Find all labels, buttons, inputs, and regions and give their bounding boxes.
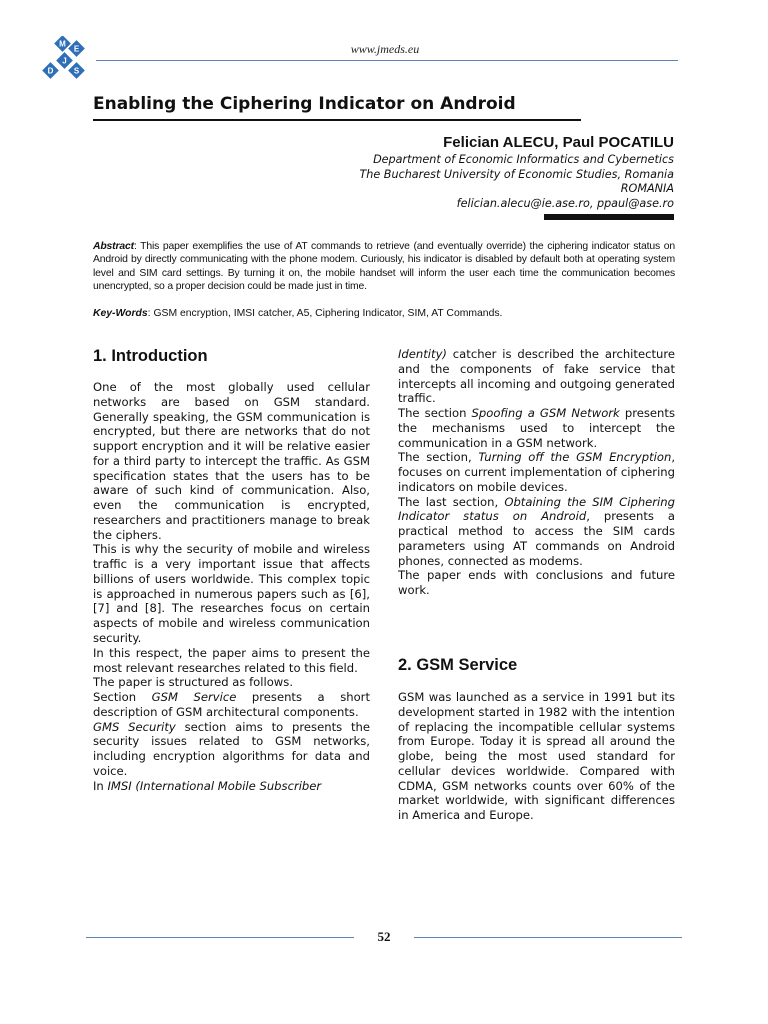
text-run: The last section, <box>398 494 505 509</box>
paper-title: Enabling the Ciphering Indicator on Android <box>93 94 516 114</box>
right-column <box>398 347 675 598</box>
intro-paragraph <box>398 495 675 569</box>
text-run: , focuses on current implementation of ciphering indicators on mobile devices. <box>398 450 675 494</box>
text-run: catcher is described the architecture and the components of fake service that intercepts all incoming and outgoing generated traffic. <box>398 347 675 406</box>
affiliation-department: Department of Economic Informatics and Cybernetics <box>373 153 674 166</box>
section-heading-introduction: 1. Introduction <box>93 347 208 365</box>
logo-letter-e: E <box>73 44 80 54</box>
title-underline <box>93 119 581 121</box>
paper-authors: Felician ALECU, Paul POCATILU <box>443 134 674 151</box>
intro-paragraph <box>398 406 675 450</box>
section-reference: Turning off the GSM Encryption <box>478 450 672 465</box>
text-run: In <box>93 778 108 793</box>
gsm-paragraph: GSM was launched as a service in 1991 but its development started in 1982 with the intention of replacing the incompatible cellular systems from Europe. Today it is spread all around the globe, being the most used standard for cellular devices worldwide. Compared with CDMA, GSM networks counts over 60% of the market worldwide, with significant differences in America and Europe. <box>398 690 675 823</box>
abstract <box>93 240 675 294</box>
logo-letter-s: S <box>73 66 80 76</box>
decorative-bar <box>544 214 674 220</box>
logo-letter-j: J <box>62 56 67 66</box>
intro-paragraph <box>398 347 675 406</box>
text-run: The section <box>398 406 472 421</box>
section-reference: Spoofing a GSM Network <box>471 406 620 421</box>
page-number: 52 <box>377 929 391 944</box>
text-run: , presents a practical method to access the SIM cards parameters using AT commands on Android phones, connected as modems. <box>398 509 675 568</box>
abstract-label: Abstract <box>93 241 134 252</box>
left-column <box>93 380 370 793</box>
section-heading-gsm-service: 2. GSM Service <box>398 656 518 674</box>
section-reference: Obtaining the SIM Ciphering Indicator status on Android <box>398 494 675 524</box>
intro-paragraph <box>398 450 675 494</box>
intro-paragraph: The paper ends with conclusions and future work. <box>398 568 675 598</box>
journal-logo <box>38 36 98 86</box>
affiliation-country: ROMANIA <box>620 182 674 195</box>
logo-letter-d: D <box>47 66 54 76</box>
site-url[interactable]: www.jmeds.eu <box>350 42 420 56</box>
keywords-label: Key-Words <box>93 308 148 319</box>
text-run: The section, <box>398 450 479 465</box>
intro-paragraph <box>93 690 370 720</box>
affiliation-university: The Bucharest University of Economic Studies, Romania <box>359 168 674 181</box>
keywords <box>93 307 675 320</box>
section-reference: Identity) <box>398 347 447 361</box>
gsm-service-column <box>398 690 675 823</box>
text-run: presents a short description of GSM architectural components. <box>93 690 370 719</box>
author-emails[interactable]: felician.alecu@ie.ase.ro, ppaul@ase.ro <box>456 197 674 210</box>
section-reference: GSM Service <box>151 690 237 705</box>
header-rule <box>96 60 678 61</box>
abstract-text: : This paper exemplifies the use of AT commands to retrieve (and eventually override) the ciphering indicator status on Android by directly communicating with the phone modem. Curiously, his indicator is disabled by default both at operating system level and SIM card settings. By turning it on, the mobile handset will inform the user each time the communication becomes unencrypted, so a proper decision could be made just in time. <box>93 241 675 293</box>
intro-paragraph: In this respect, the paper aims to present the most relevant researches related to this field. <box>93 645 370 675</box>
intro-paragraph: One of the most globally used cellular networks are based on GSM standard. Generally speaking, the GSM communication is encrypted, but there are networks that do not support encryption and it will be relative easier for a third party to intercept the traffic. As GSM specification states that the users has to be aware of such kind of communication. Also, even the communication is encrypted, researchers and practitioners manage to break the ciphers. <box>93 380 370 542</box>
intro-paragraph <box>93 779 370 794</box>
text-run: section aims to presents the security issues related to GSM networks, including encryption algorithms for data and voice. <box>93 719 370 778</box>
section-reference: IMSI (International Mobile Subscriber <box>107 778 322 793</box>
text-run: Section <box>93 690 152 705</box>
text-run: presents the mechanisms used to intercept the communication in a GSM network. <box>398 406 675 450</box>
intro-paragraph <box>93 720 370 779</box>
intro-paragraph: The paper is structured as follows. <box>93 675 294 690</box>
footer-rule-right <box>414 937 682 938</box>
keywords-text: : GSM encryption, IMSI catcher, A5, Ciphering Indicator, SIM, AT Commands. <box>147 308 503 319</box>
intro-paragraph: This is why the security of mobile and wireless traffic is a very important issue that affects billions of users worldwide. This complex topic is approached in numerous papers such as [6], [7] and [8]. The researches focus on certain aspects of mobile and wireless communication security. <box>93 542 370 646</box>
footer-rule-left <box>86 937 354 938</box>
section-reference: GMS Security <box>93 719 176 734</box>
logo-letter-m: M <box>59 39 66 49</box>
